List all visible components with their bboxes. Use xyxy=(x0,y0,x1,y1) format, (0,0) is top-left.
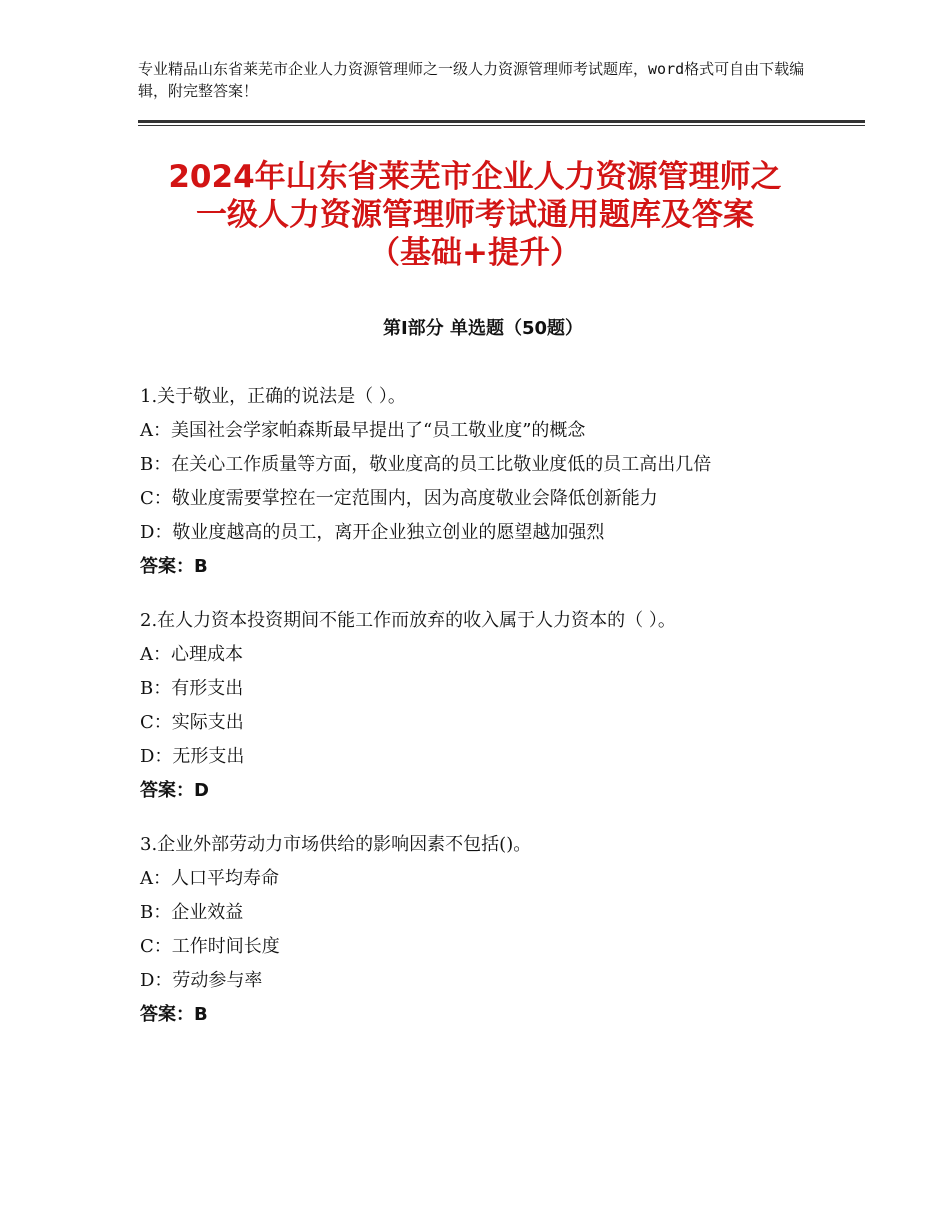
answer: 答案：D xyxy=(140,780,209,801)
section-title: 第Ⅰ部分 单选题（50题） xyxy=(382,318,583,339)
question-3 xyxy=(140,828,820,1032)
document-title xyxy=(120,158,830,272)
question-stem: 2.在人力资本投资期间不能工作而放弃的收入属于人力资本的（ ）。 xyxy=(140,610,676,631)
question-stem: 3.企业外部劳动力市场供给的影响因素不包括()。 xyxy=(140,834,532,855)
header-rule-thick xyxy=(138,120,865,123)
option-b: B：在关心工作质量等方面，敬业度高的员工比敬业度低的员工高出几倍 xyxy=(140,454,712,475)
option-a: A：美国社会学家帕森斯最早提出了“员工敬业度”的概念 xyxy=(140,420,586,441)
option-d: D：敬业度越高的员工，离开企业独立创业的愿望越加强烈 xyxy=(140,522,605,543)
option-d: D：劳动参与率 xyxy=(140,970,263,991)
answer: 答案：B xyxy=(140,556,208,577)
option-d: D：无形支出 xyxy=(140,746,245,767)
document-title-line-3: （基础+提升） xyxy=(369,235,581,271)
option-a: A：心理成本 xyxy=(140,644,243,665)
option-c: C：敬业度需要掌控在一定范围内，因为高度敬业会降低创新能力 xyxy=(140,488,658,509)
document-title-line-2: 一级人力资源管理师考试通用题库及答案 xyxy=(196,197,754,233)
option-b: B：企业效益 xyxy=(140,902,244,923)
question-2 xyxy=(140,604,820,808)
question-1 xyxy=(140,380,820,584)
question-stem: 1.关于敬业，正确的说法是（ ）。 xyxy=(140,386,406,407)
document-title-line-1: 2024年山东省莱芜市企业人力资源管理师之 xyxy=(168,159,782,195)
question-list xyxy=(140,380,820,1052)
answer: 答案：B xyxy=(140,1004,208,1025)
option-c: C：实际支出 xyxy=(140,712,244,733)
header-note: 专业精品山东省莱芜市企业人力资源管理师之一级人力资源管理师考试题库，word格式可自由下载编辑，附完整答案！ xyxy=(138,60,805,100)
header-rule-thin xyxy=(138,125,865,126)
option-b: B：有形支出 xyxy=(140,678,244,699)
option-a: A：人口平均寿命 xyxy=(140,868,279,889)
option-c: C：工作时间长度 xyxy=(140,936,280,957)
